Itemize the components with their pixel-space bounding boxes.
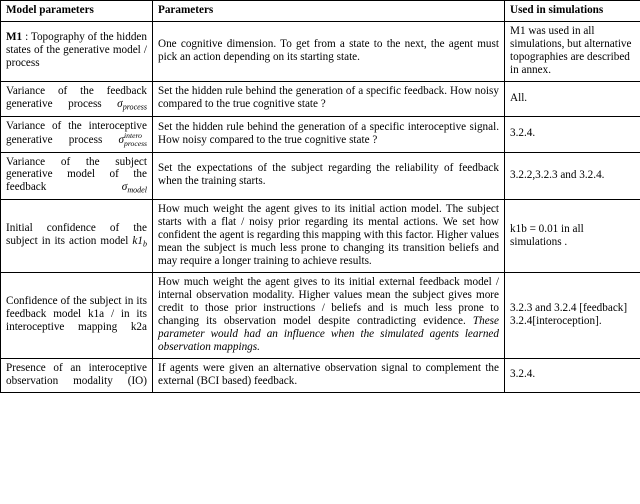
header-used-in-simulations: Used in simulations (505, 1, 640, 22)
symbol-sigma: σ (121, 181, 128, 194)
table-row (1, 116, 640, 152)
table-row (1, 272, 640, 358)
row-usage: 3.2.4. (505, 358, 640, 392)
symbol-superscript: intero (124, 131, 142, 141)
parameter-name-text: Variance of the subject generative model of the feedback (6, 155, 147, 194)
row-description (153, 272, 505, 358)
description-text: How much weight the agent gives to its initial external feedback model / internal observation modality. Higher values mean the subject gives more credit to those prior instructions / beliefs and is much less prone to changing its observation model despite contradicting evidence. (158, 275, 499, 327)
header-model-parameters: Model parameters (1, 1, 153, 22)
parameter-name-text: Variance of the feedback generative process (6, 84, 147, 110)
symbol-subscript: process (122, 102, 147, 112)
table-body (1, 21, 640, 392)
row-usage: M1 was used in all simulations, but alternative topographies are described in annex. (505, 21, 640, 81)
row-description: One cognitive dimension. To get from a state to the next, the agent must pick an action depending on its starting state. (153, 21, 505, 81)
row-parameter-name: Confidence of the subject in its feedback model k1a / in its interoceptive mapping k2a (1, 272, 153, 358)
symbol-k1: k1 (132, 235, 143, 248)
symbol-sigma: σ (118, 134, 125, 147)
row-usage: All. (505, 81, 640, 116)
row-description: How much weight the agent gives to its initial action model. The subject starts with a flat / noisy prior regarding its mental actions. We set how confident the agent is regarding this mapping with this factor. Higher values mean the subject is much less prone to changing its transition beliefs and may require a longer training to achieve results. (153, 200, 505, 273)
parameter-label-m1: M1 (6, 31, 23, 44)
table-row (1, 81, 640, 116)
symbol-sigma: σ (117, 97, 123, 110)
parameter-name-text: : Topography of the hidden states of the generative model / process (6, 31, 147, 70)
row-parameter-name (1, 81, 153, 116)
symbol-subscript: model (127, 185, 147, 195)
row-description: Set the hidden rule behind the generation of a specific interoceptive signal. How noisy compared to the true cognitive state ? (153, 116, 505, 152)
row-parameter-name: Presence of an interoceptive observation modality (IO) (1, 358, 153, 392)
row-usage: 3.2.3 and 3.2.4 [feedback] 3.2.4[interoception]. (505, 272, 640, 358)
parameter-name-text: Variance of the interoceptive generative process (6, 119, 147, 147)
row-usage: k1b = 0.01 in all simulations . (505, 200, 640, 273)
row-description: Set the expectations of the subject regarding the reliability of feedback when the training starts. (153, 152, 505, 200)
symbol-subscript: b (142, 239, 147, 249)
table-row (1, 358, 640, 392)
row-parameter-name (1, 200, 153, 273)
symbol-sup-sub (124, 132, 147, 147)
header-parameters: Parameters (153, 1, 505, 22)
row-parameter-name (1, 116, 153, 152)
row-usage: 3.2.4. (505, 116, 640, 152)
table-header-row (1, 1, 640, 22)
table-row (1, 152, 640, 200)
row-parameter-name (1, 152, 153, 200)
table-header (1, 1, 640, 22)
symbol-subscript: process (124, 138, 147, 148)
description-italic-note: These parameter would had an influence when the simulated agents learned observation mappings. (158, 314, 499, 353)
row-usage: 3.2.2,3.2.3 and 3.2.4. (505, 152, 640, 200)
table-row (1, 200, 640, 273)
row-description: Set the hidden rule behind the generation of a specific feedback. How noisy compared to the true cognitive state ? (153, 81, 505, 116)
table-row (1, 21, 640, 81)
row-parameter-name (1, 21, 153, 81)
parameter-name-text: Initial confidence of the subject in its action model (6, 222, 147, 248)
row-description: If agents were given an alternative observation signal to complement the external (BCI based) feedback. (153, 358, 505, 392)
